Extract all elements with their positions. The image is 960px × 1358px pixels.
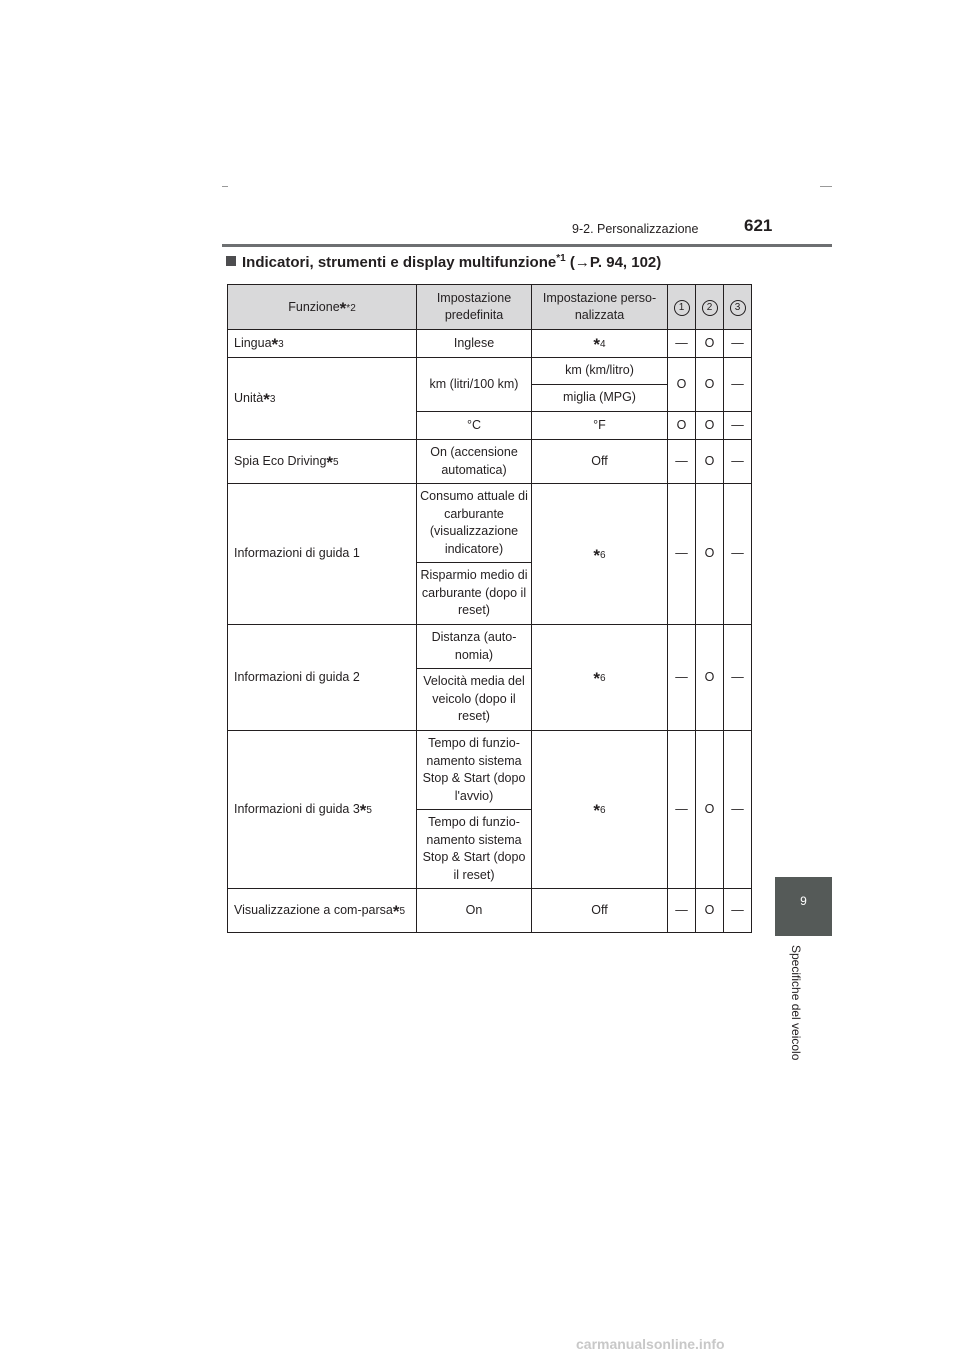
cell-c3: — xyxy=(724,731,752,889)
cell-c3: — xyxy=(724,358,752,412)
cell-default: On xyxy=(417,889,532,933)
page-number: 621 xyxy=(744,216,773,235)
cell-c2: O xyxy=(696,731,724,889)
heading-ref: (→P. 94, 102) xyxy=(569,254,662,271)
cell-c1: — xyxy=(668,330,696,358)
cell-function: Informazioni di guida 1 xyxy=(228,484,417,625)
cell-function: Informazioni di guida 3*5 xyxy=(228,731,417,889)
cell-c2: O xyxy=(696,889,724,933)
cell-default: km (litri/100 km) xyxy=(417,358,532,412)
section-title: 9-2. Personalizzazione xyxy=(572,222,699,236)
header-col-2 xyxy=(696,285,724,330)
header-col-3 xyxy=(724,285,752,330)
crop-mark-left xyxy=(222,186,228,187)
header-default: Impostazione predefinita xyxy=(417,285,532,330)
heading-title: Indicatori, strumenti e display multifunzione xyxy=(242,254,557,271)
square-bullet-icon xyxy=(226,256,236,266)
cell-c2: O xyxy=(696,440,724,484)
cell-c3: — xyxy=(724,889,752,933)
header-custom: Impostazione perso-nalizzata xyxy=(532,285,668,330)
cell-c2: O xyxy=(696,358,724,412)
cell-default: Inglese xyxy=(417,330,532,358)
header-funzione: Funzione**2 xyxy=(228,285,417,330)
cell-function: Spia Eco Driving*5 xyxy=(228,440,417,484)
footnote-star: * xyxy=(339,298,347,318)
cell-c2: O xyxy=(696,484,724,625)
cell-c1: — xyxy=(668,484,696,625)
cell-default: Consumo attuale di carburante (visualizzazione indicatore) xyxy=(417,484,532,563)
cell-function: Lingua*3 xyxy=(228,330,417,358)
cell-function: Unità*3 xyxy=(228,358,417,440)
cell-default: Risparmio medio di carburante (dopo il reset) xyxy=(417,563,532,625)
cell-custom: *6 xyxy=(532,731,668,889)
table-header-row xyxy=(228,285,752,330)
table-row xyxy=(228,625,752,669)
cell-c2: O xyxy=(696,625,724,731)
cell-default: Velocità media del veicolo (dopo il reset) xyxy=(417,669,532,731)
chapter-tab: 9 xyxy=(775,877,832,936)
cell-custom: Off xyxy=(532,440,668,484)
cell-c3: — xyxy=(724,412,752,440)
table-row xyxy=(228,358,752,385)
settings-table xyxy=(227,284,752,933)
watermark: carmanualsonline.info xyxy=(576,1336,725,1352)
cell-c1: — xyxy=(668,731,696,889)
table-row xyxy=(228,440,752,484)
cell-c3: — xyxy=(724,484,752,625)
cell-default: Distanza (auto-nomia) xyxy=(417,625,532,669)
cell-c1: O xyxy=(668,412,696,440)
cell-c3: — xyxy=(724,330,752,358)
cell-c2: O xyxy=(696,330,724,358)
table-row xyxy=(228,889,752,933)
header-rule xyxy=(222,244,832,247)
table-heading xyxy=(226,253,661,271)
cell-default: On (accensione automatica) xyxy=(417,440,532,484)
cell-c1: — xyxy=(668,625,696,731)
cell-c3: — xyxy=(724,440,752,484)
cell-function: Visualizzazione a com-parsa*5 xyxy=(228,889,417,933)
crop-mark-right xyxy=(820,186,832,187)
cell-default: Tempo di funzio-namento sistema Stop & Start (dopo il reset) xyxy=(417,810,532,889)
cell-default: °C xyxy=(417,412,532,440)
cell-custom: Off xyxy=(532,889,668,933)
cell-c1: — xyxy=(668,889,696,933)
cell-custom: *4 xyxy=(532,330,668,358)
cell-c1: O xyxy=(668,358,696,412)
circled-number-1: 1 xyxy=(674,300,690,316)
cell-default: Tempo di funzio-namento sistema Stop & Start (dopo l'avvio) xyxy=(417,731,532,810)
cell-function: Informazioni di guida 2 xyxy=(228,625,417,731)
table-row xyxy=(228,484,752,563)
circled-number-3: 3 xyxy=(730,300,746,316)
cell-c1: — xyxy=(668,440,696,484)
cell-custom: *6 xyxy=(532,625,668,731)
cell-custom: miglia (MPG) xyxy=(532,385,668,412)
cell-custom: *6 xyxy=(532,484,668,625)
cell-c2: O xyxy=(696,412,724,440)
header-col-1 xyxy=(668,285,696,330)
table-row xyxy=(228,330,752,358)
cell-custom: °F xyxy=(532,412,668,440)
cell-c3: — xyxy=(724,625,752,731)
circled-number-2: 2 xyxy=(702,300,718,316)
heading-note: *1 xyxy=(556,253,566,264)
table-row xyxy=(228,731,752,810)
chapter-label: Specifiche del veicolo xyxy=(789,945,803,1061)
cell-custom: km (km/litro) xyxy=(532,358,668,385)
